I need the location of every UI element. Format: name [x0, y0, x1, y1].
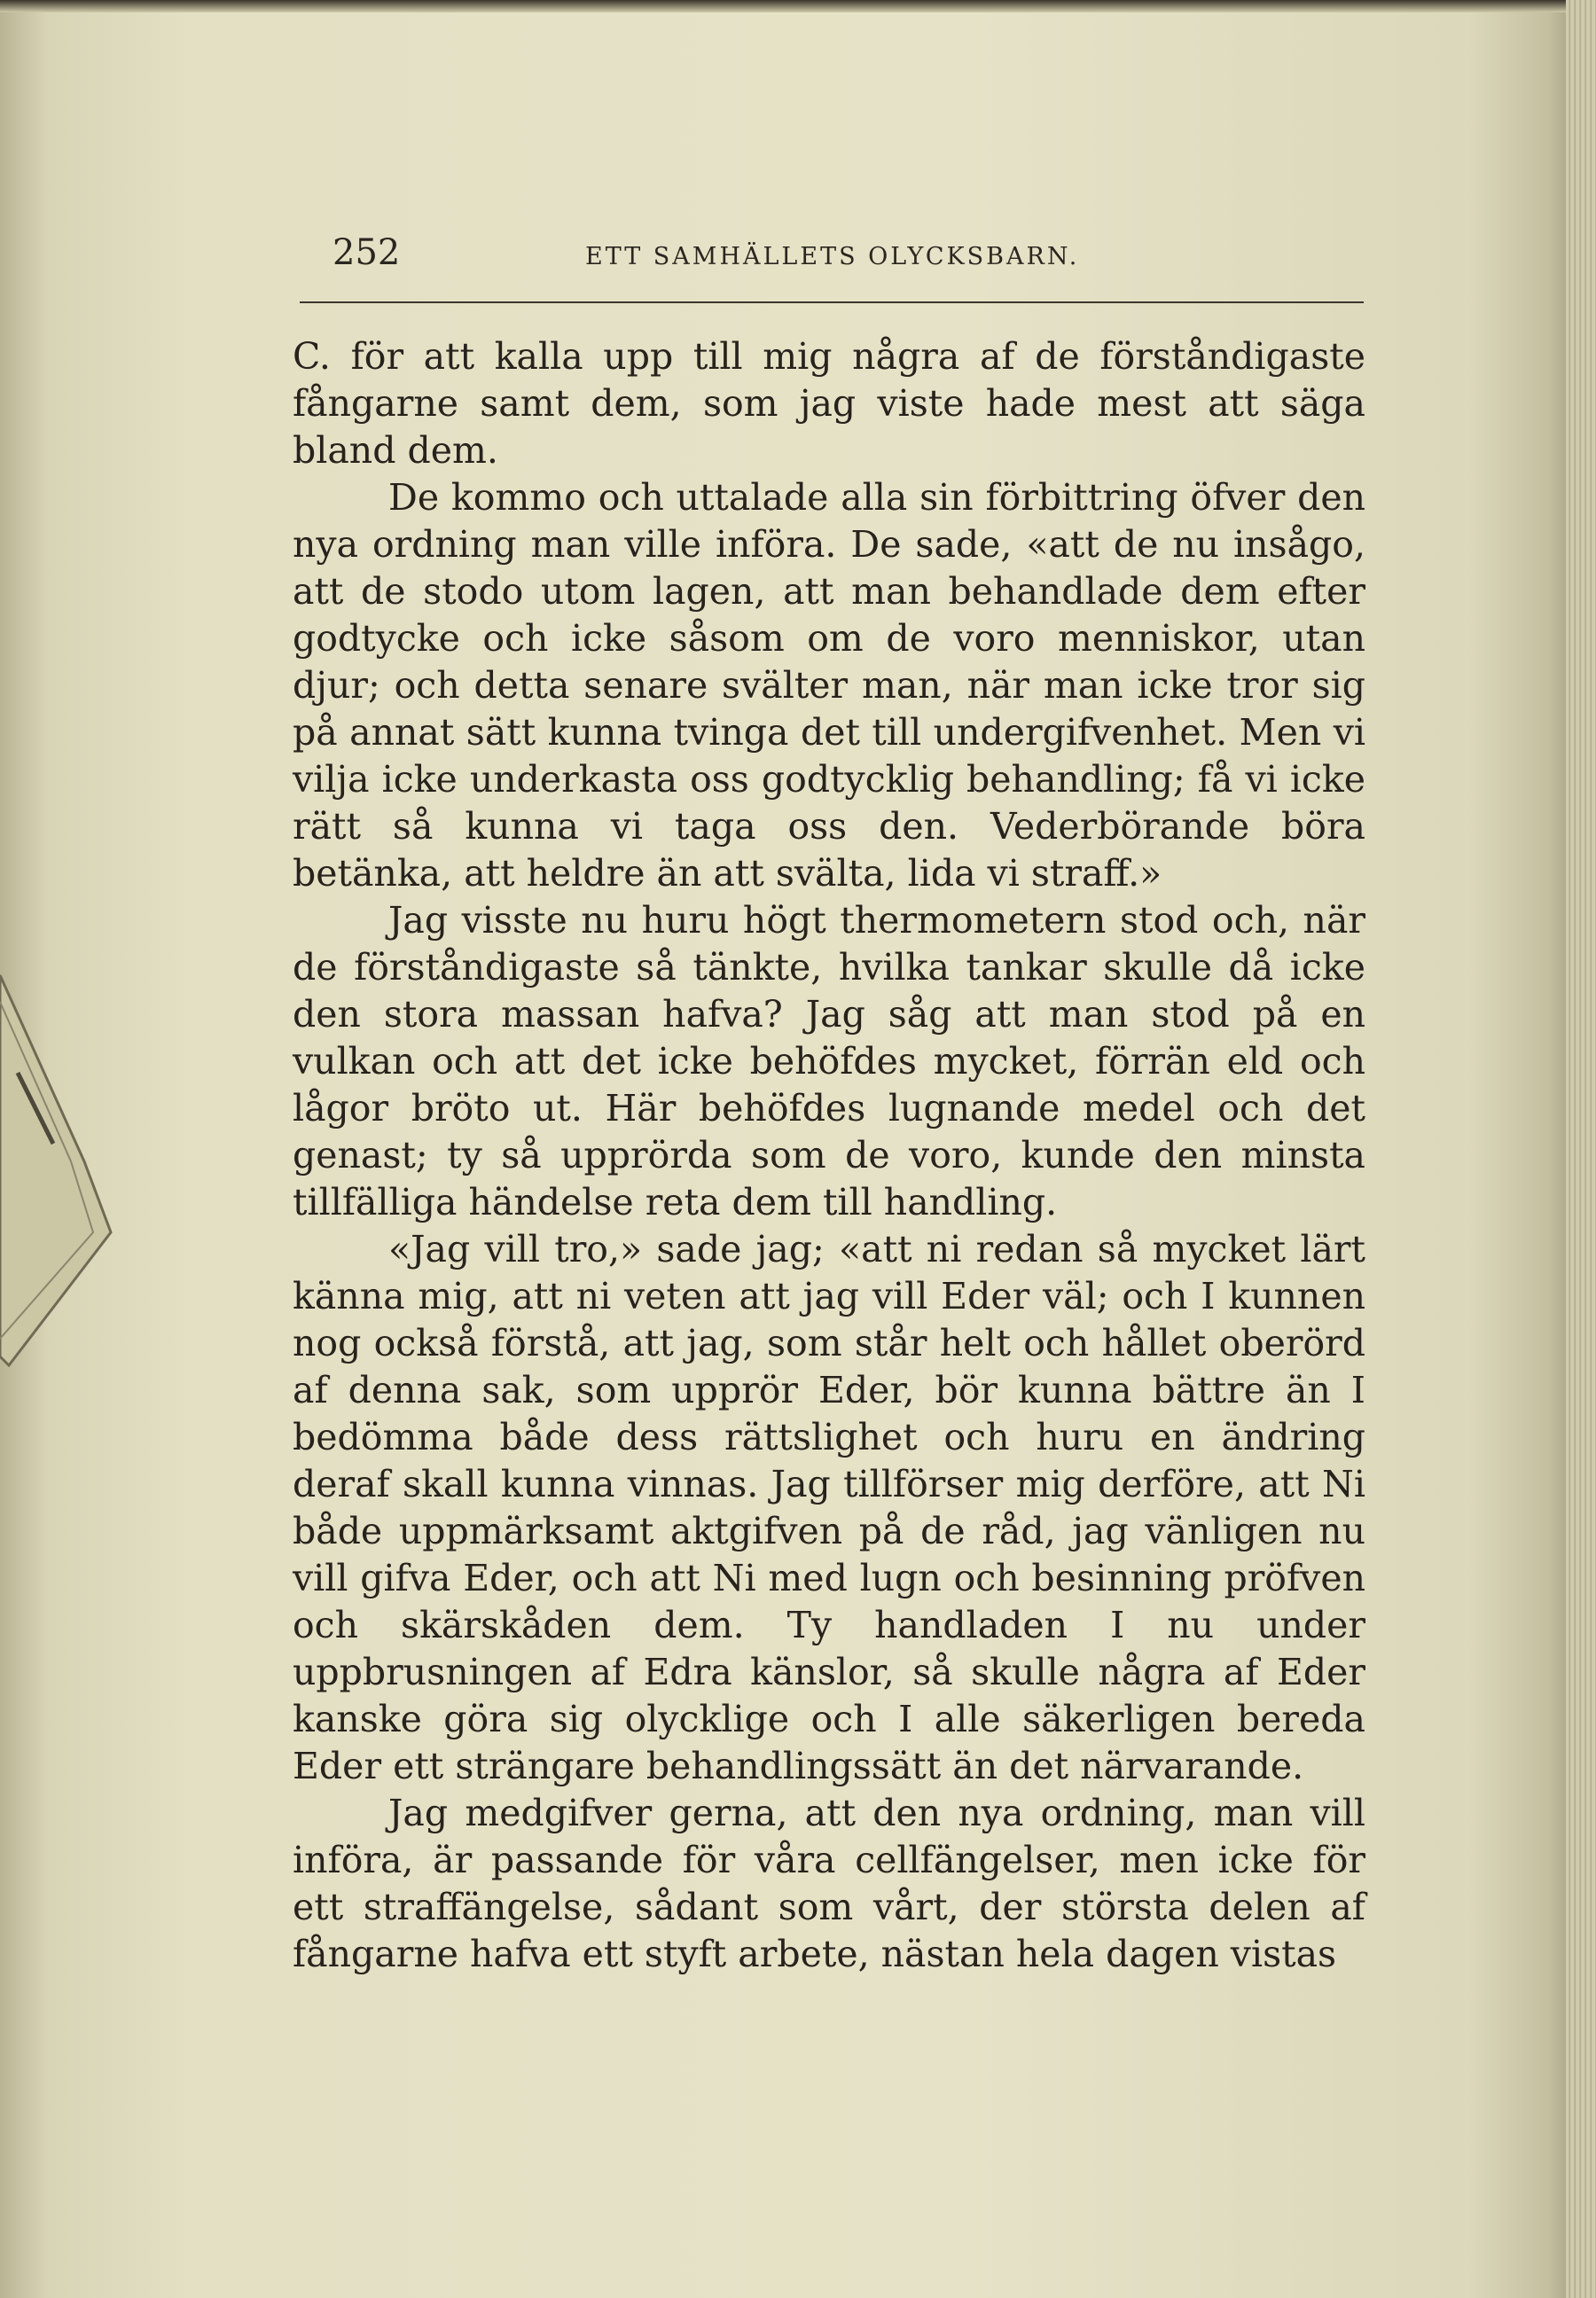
paragraph-5: Jag medgifver gerna, att den nya ordning, man vill införa, är passande för våra cellfängelser, men icke för ett straffängelse, sådant som vårt, der största delen af fångarne hafva ett styft arbete, nästan hela dagen vistas — [293, 1792, 1365, 1975]
page-top-edge — [0, 0, 1596, 12]
paragraph-1: C. för att kalla upp till mig några af de förståndigaste fångarne samt dem, som jag viste hade mest att säga bland dem. — [293, 335, 1365, 472]
ribbon-bookmark — [0, 940, 151, 1401]
header-rule — [300, 301, 1364, 303]
body-text — [293, 333, 1365, 1978]
paragraph-3: Jag visste nu huru högt thermometern stod och, när de förståndigaste så tänkte, hvilka tankar skulle då icke den stora massan hafva? Jag såg att man stod på en vulkan och att det icke behöfdes mycket, förrän eld och lågor bröto ut. Här behöfdes lugnande medel och det genast; ty så upprörda som de voro, kunde den minsta tillfälliga händelse reta dem till handling. — [293, 899, 1365, 1223]
running-title: ETT SAMHÄLLETS OLYCKSBARN. — [585, 243, 1080, 270]
page-header — [332, 229, 1361, 282]
page-stack-edge — [1566, 0, 1596, 2298]
page-number: 252 — [332, 232, 401, 273]
paragraph-2: De kommo och uttalade alla sin förbittring öfver den nya ordning man ville införa. De sade, «att de nu insågo, att de stodo utom lagen, att man behandlade dem efter godtycke och icke såsom om de voro menniskor, utan djur; och detta senare svälter man, när man icke tror sig på annat sätt kunna tvinga det till undergifvenhet. Men vi vilja icke underkasta oss godtycklig behandling; få vi icke rätt så kunna vi taga oss den. Vederbörande böra betänka, att heldre än att svälta, lida vi straff.» — [293, 476, 1365, 895]
paragraph-4: «Jag vill tro,» sade jag; «att ni redan så mycket lärt känna mig, att ni veten att jag vill Eder väl; och I kunnen nog också förstå, att jag, som står helt och hållet oberörd af denna sak, som upprör Eder, bör kunna bättre än I bedömma både dess rättslighet och huru en ändring deraf skall kunna vinnas. Jag tillförser mig derföre, att Ni både uppmärksamt aktgifven på de råd, jag vänligen nu vill gifva Eder, och att Ni med lugn och besinning pröfven och skärskåden dem. Ty handladen I nu under uppbrusningen af Edra känslor, så skulle några af Eder kanske göra sig olycklige och I alle säkerligen bereda Eder ett strängare behandlingssätt än det närvarande. — [293, 1228, 1365, 1787]
